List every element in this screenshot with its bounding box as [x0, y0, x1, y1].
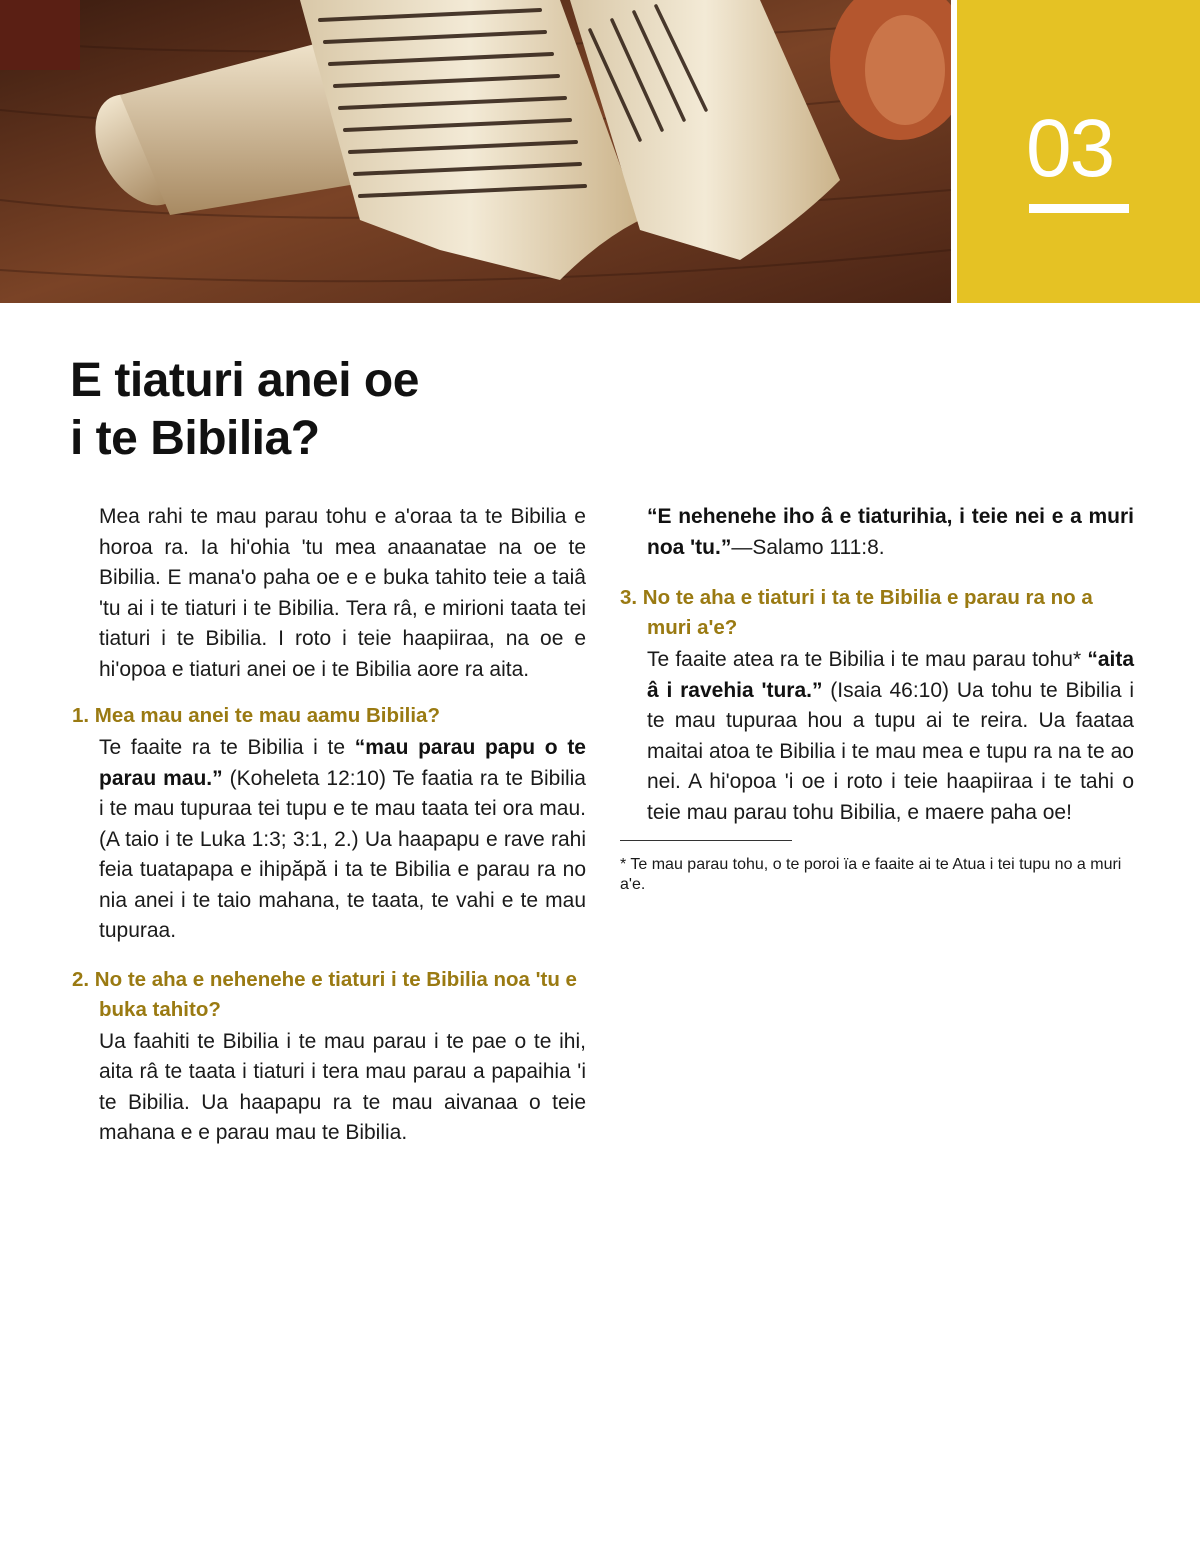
- lesson-number-underline: [1029, 204, 1129, 213]
- intro-paragraph: Mea rahi te mau parau tohu e a'oraa ta te Bibilia e horoa ra. Ia hi'ohia 'tu mea anaanatae na oe te Bibilia. E mana'o paha oe e e buka tahito teie a taiâ 'tu ai i te tiaturi i te Bibilia. Tera râ, e mirioni taata tei tiaturi i te Bibilia. I roto i teie haapiiraa, na oe e hi'opoa e tiaturi anei oe i te Bibilia aore ra aita.: [99, 505, 586, 681]
- scroll-photo-icon: [0, 0, 951, 303]
- answer-2-reference: —Salamo 111:8.: [731, 535, 885, 559]
- answer-2-continued: [620, 502, 1134, 563]
- answer-3-quote: “aita â i ravehia 'tura.”: [647, 648, 1134, 702]
- answer-1-quote: “mau parau papu o te parau mau.”: [99, 736, 586, 790]
- answer-1-text-2: (Koheleta 12:10) Te faatia ra te Bibilia i te mau tupuraa tei tupu e te mau taata tei ora mau. (A taio i te Luka 1:3; 3:1, 2.) Ua haapapu e rave rahi feia tuatapapa e ihipăpă i ta te Bibilia e parau ra no nia anei i te taio mahana, te taata, te vahi e te mau tupuraa.: [99, 766, 586, 942]
- answer-2: [72, 1027, 586, 1149]
- lesson-number: 03: [1026, 103, 1114, 194]
- question-2: 2. No te aha e nehenehe e tiaturi i te Bibilia noa 'tu e buka tahito?: [72, 967, 577, 1021]
- answer-2-quote: “E nehenehe iho â e tiaturihia, i teie nei e a muri noa 'tu.”: [647, 505, 1134, 559]
- answer-1: [72, 733, 586, 947]
- page-title: [70, 352, 590, 468]
- answer-2-text: Ua faahiti te Bibilia i te mau parau i te pae o te ihi, aita râ te taata i tiaturi i tera mau parau a papaihia 'i te Bibilia. Ua haapapu ra te mau aivanaa o teie mahana e e parau mau te Bibilia.: [99, 1029, 586, 1144]
- answer-3: [620, 645, 1134, 828]
- right-column: [620, 502, 1134, 895]
- title-line-2: i te Bibilia?: [70, 412, 320, 465]
- answer-3-text: Te faaite atea ra te Bibilia i te mau parau tohu*: [647, 648, 1088, 671]
- footnote: * Te mau parau tohu, o te poroi ïa e faaite ai te Atua i tei tupu no a muri a'e.: [620, 856, 1122, 893]
- answer-1-text: Te faaite ra te Bibilia i te: [99, 736, 355, 759]
- title-line-1: E tiaturi anei oe: [70, 354, 419, 407]
- footnote-divider: [620, 840, 792, 841]
- header-scroll-photo: [0, 0, 951, 303]
- left-column: [72, 502, 586, 1149]
- question-3: 3. No te aha e tiaturi i ta te Bibilia e parau ra no a muri a'e?: [620, 586, 1093, 639]
- question-1: 1. Mea mau anei te mau aamu Bibilia?: [72, 704, 440, 727]
- answer-3-text-2: (Isaia 46:10) Ua tohu te Bibilia i te mau tupuraa hou a tupu ai te reira. Ua faataa maitai atoa te Bibilia i te mau mea e tupu ra na te ao nei. A hi'opoa 'i oe i roto i teie haapiiraa i te tahi o teie mau parau tohu Bibilia, e maere paha oe!: [647, 678, 1134, 824]
